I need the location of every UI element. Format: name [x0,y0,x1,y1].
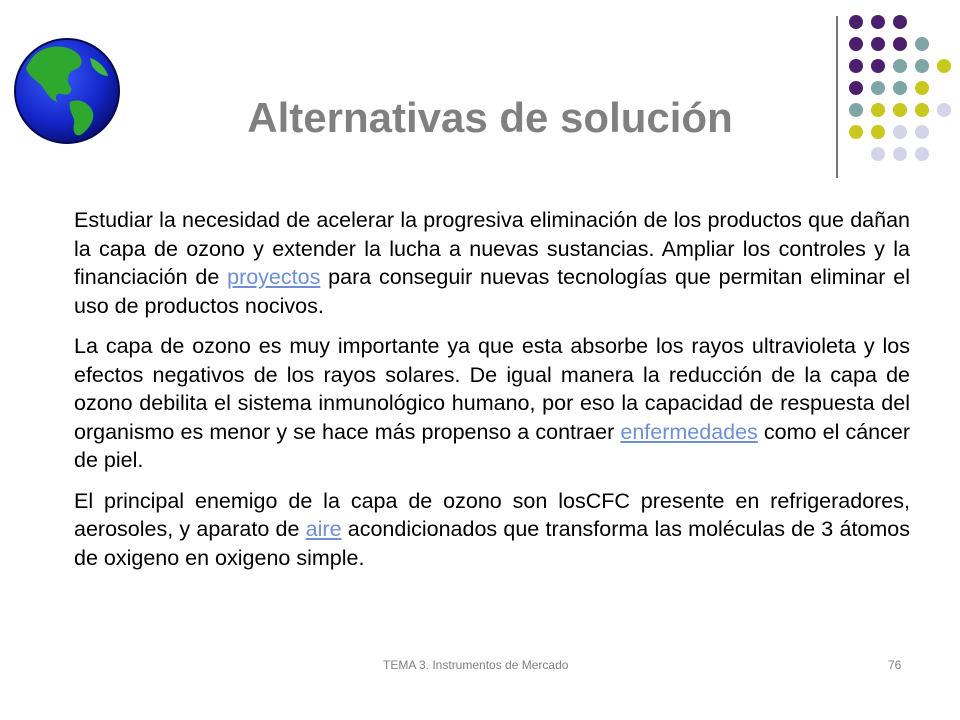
paragraph-2-text-before: La capa de ozono es muy importante ya que esta absorbe los rayos ultravioleta y los efectos negativos de los rayos solares. De igual manera la reducción de la capa de ozono debilita el sistema inmunológico humano, por eso la capacidad de respuesta del organismo es menor y se hace más propenso a contraer [74,334,910,444]
dot-row-2 [849,37,929,51]
slide-body [74,206,910,584]
paragraph-1-text-after: para conseguir nuevas tecnologías que permitan eliminar el uso de productos nocivos. [74,265,910,318]
dot-row-3 [849,59,951,73]
dot-row-4 [849,81,929,95]
paragraph-2-text-after: como el cáncer de piel. [74,419,910,472]
paragraph-3-text-after: acondicionados que transforma las moléculas de 3 átomos de oxigeno en oxigeno simple. [74,517,910,570]
paragraph-3-text-before: El principal enemigo de la capa de ozono son losCFC presente en refrigeradores, aerosoles, y aparato de [74,488,910,541]
link-aire[interactable]: aire [305,517,342,541]
slide-title: Alternativas de solución [247,94,733,141]
dot-row-6 [849,125,929,139]
dot-row-5 [849,103,951,117]
page-number: 76 [888,658,902,672]
link-enfermedades[interactable]: enfermedades [620,419,758,444]
earth-globe-icon [12,36,122,146]
dot-row-7 [871,147,929,161]
paragraph-2 [74,332,910,475]
footer-title: TEMA 3. Instrumentos de Mercado [383,658,569,672]
paragraph-1 [74,206,910,320]
paragraph-1-text-before: Estudiar la necesidad de acelerar la progresiva eliminación de los productos que dañan la capa de ozono y extender la lucha a nuevas sustancias. Ampliar los controles y la financiación de [74,208,910,289]
dot-row-1 [849,15,907,29]
link-proyectos[interactable]: proyectos [227,265,321,289]
dot-grid-pattern [838,12,958,162]
slide-footer [0,655,960,675]
paragraph-3 [74,487,910,573]
